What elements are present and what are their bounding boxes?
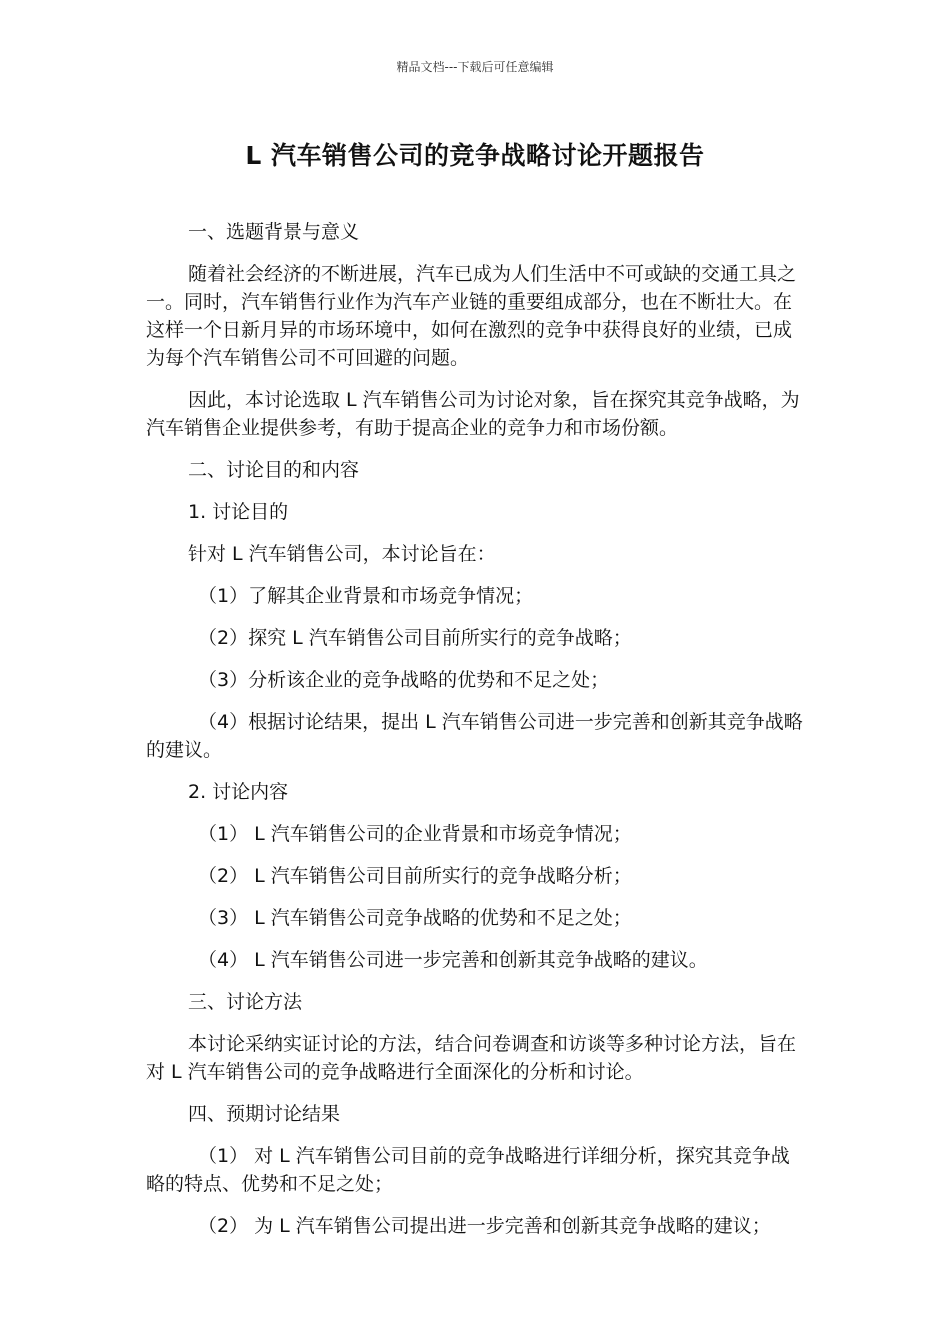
purpose-item: （4）根据讨论结果，提出 L 汽车销售公司进一步完善和创新其竞争战略的建议。 xyxy=(146,711,803,761)
subheading-purpose: 1. 讨论目的 xyxy=(188,501,289,523)
purpose-item: （3）分析该企业的竞争战略的优势和不足之处； xyxy=(198,669,610,691)
result-item: （1） 对 L 汽车销售公司目前的竞争战略进行详细分析，探究其竞争战略的特点、优势和不足之处； xyxy=(146,1145,790,1195)
paragraph-rationale: 因此，本讨论选取 L 汽车销售公司为讨论对象，旨在探究其竞争战略，为汽车销售企业提供参考，有助于提高企业的竞争力和市场份额。 xyxy=(146,389,800,439)
heading-background: 一、选题背景与意义 xyxy=(188,221,360,243)
content-item: （1） L 汽车销售公司的企业背景和市场竞争情况； xyxy=(198,823,632,845)
content-item: （3） L 汽车销售公司竞争战略的优势和不足之处； xyxy=(198,907,632,929)
purpose-item: （1）了解其企业背景和市场竞争情况； xyxy=(198,585,534,607)
paragraph-background: 随着社会经济的不断进展，汽车已成为人们生活中不可或缺的交通工具之一。同时，汽车销售行业作为汽车产业链的重要组成部分，也在不断壮大。在这样一个日新月异的市场环境中，如何在激烈的竞争中获得良好的业绩，已成为每个汽车销售公司不可回避的问题。 xyxy=(146,263,797,369)
result-item: （2） 为 L 汽车销售公司提出进一步完善和创新其竞争战略的建议； xyxy=(198,1215,771,1237)
content-item: （2） L 汽车销售公司目前所实行的竞争战略分析； xyxy=(198,865,632,887)
document-body xyxy=(146,218,806,1254)
paragraph-purpose-intro: 针对 L 汽车销售公司，本讨论旨在： xyxy=(188,543,496,565)
heading-method: 三、讨论方法 xyxy=(188,991,303,1013)
purpose-item: （2）探究 L 汽车销售公司目前所实行的竞争战略； xyxy=(198,627,632,649)
page-header: 精品文档---下载后可任意编辑 xyxy=(396,60,554,74)
subheading-content: 2. 讨论内容 xyxy=(188,781,289,803)
paragraph-method: 本讨论采纳实证讨论的方法，结合问卷调查和访谈等多种讨论方法，旨在对 L 汽车销售公司的竞争战略进行全面深化的分析和讨论。 xyxy=(146,1033,797,1083)
document-title: L 汽车销售公司的竞争战略讨论开题报告 xyxy=(245,141,705,170)
heading-expected-results: 四、预期讨论结果 xyxy=(188,1103,341,1125)
heading-purpose-content: 二、讨论目的和内容 xyxy=(188,459,360,481)
content-item: （4） L 汽车销售公司进一步完善和创新其竞争战略的建议。 xyxy=(198,949,708,971)
